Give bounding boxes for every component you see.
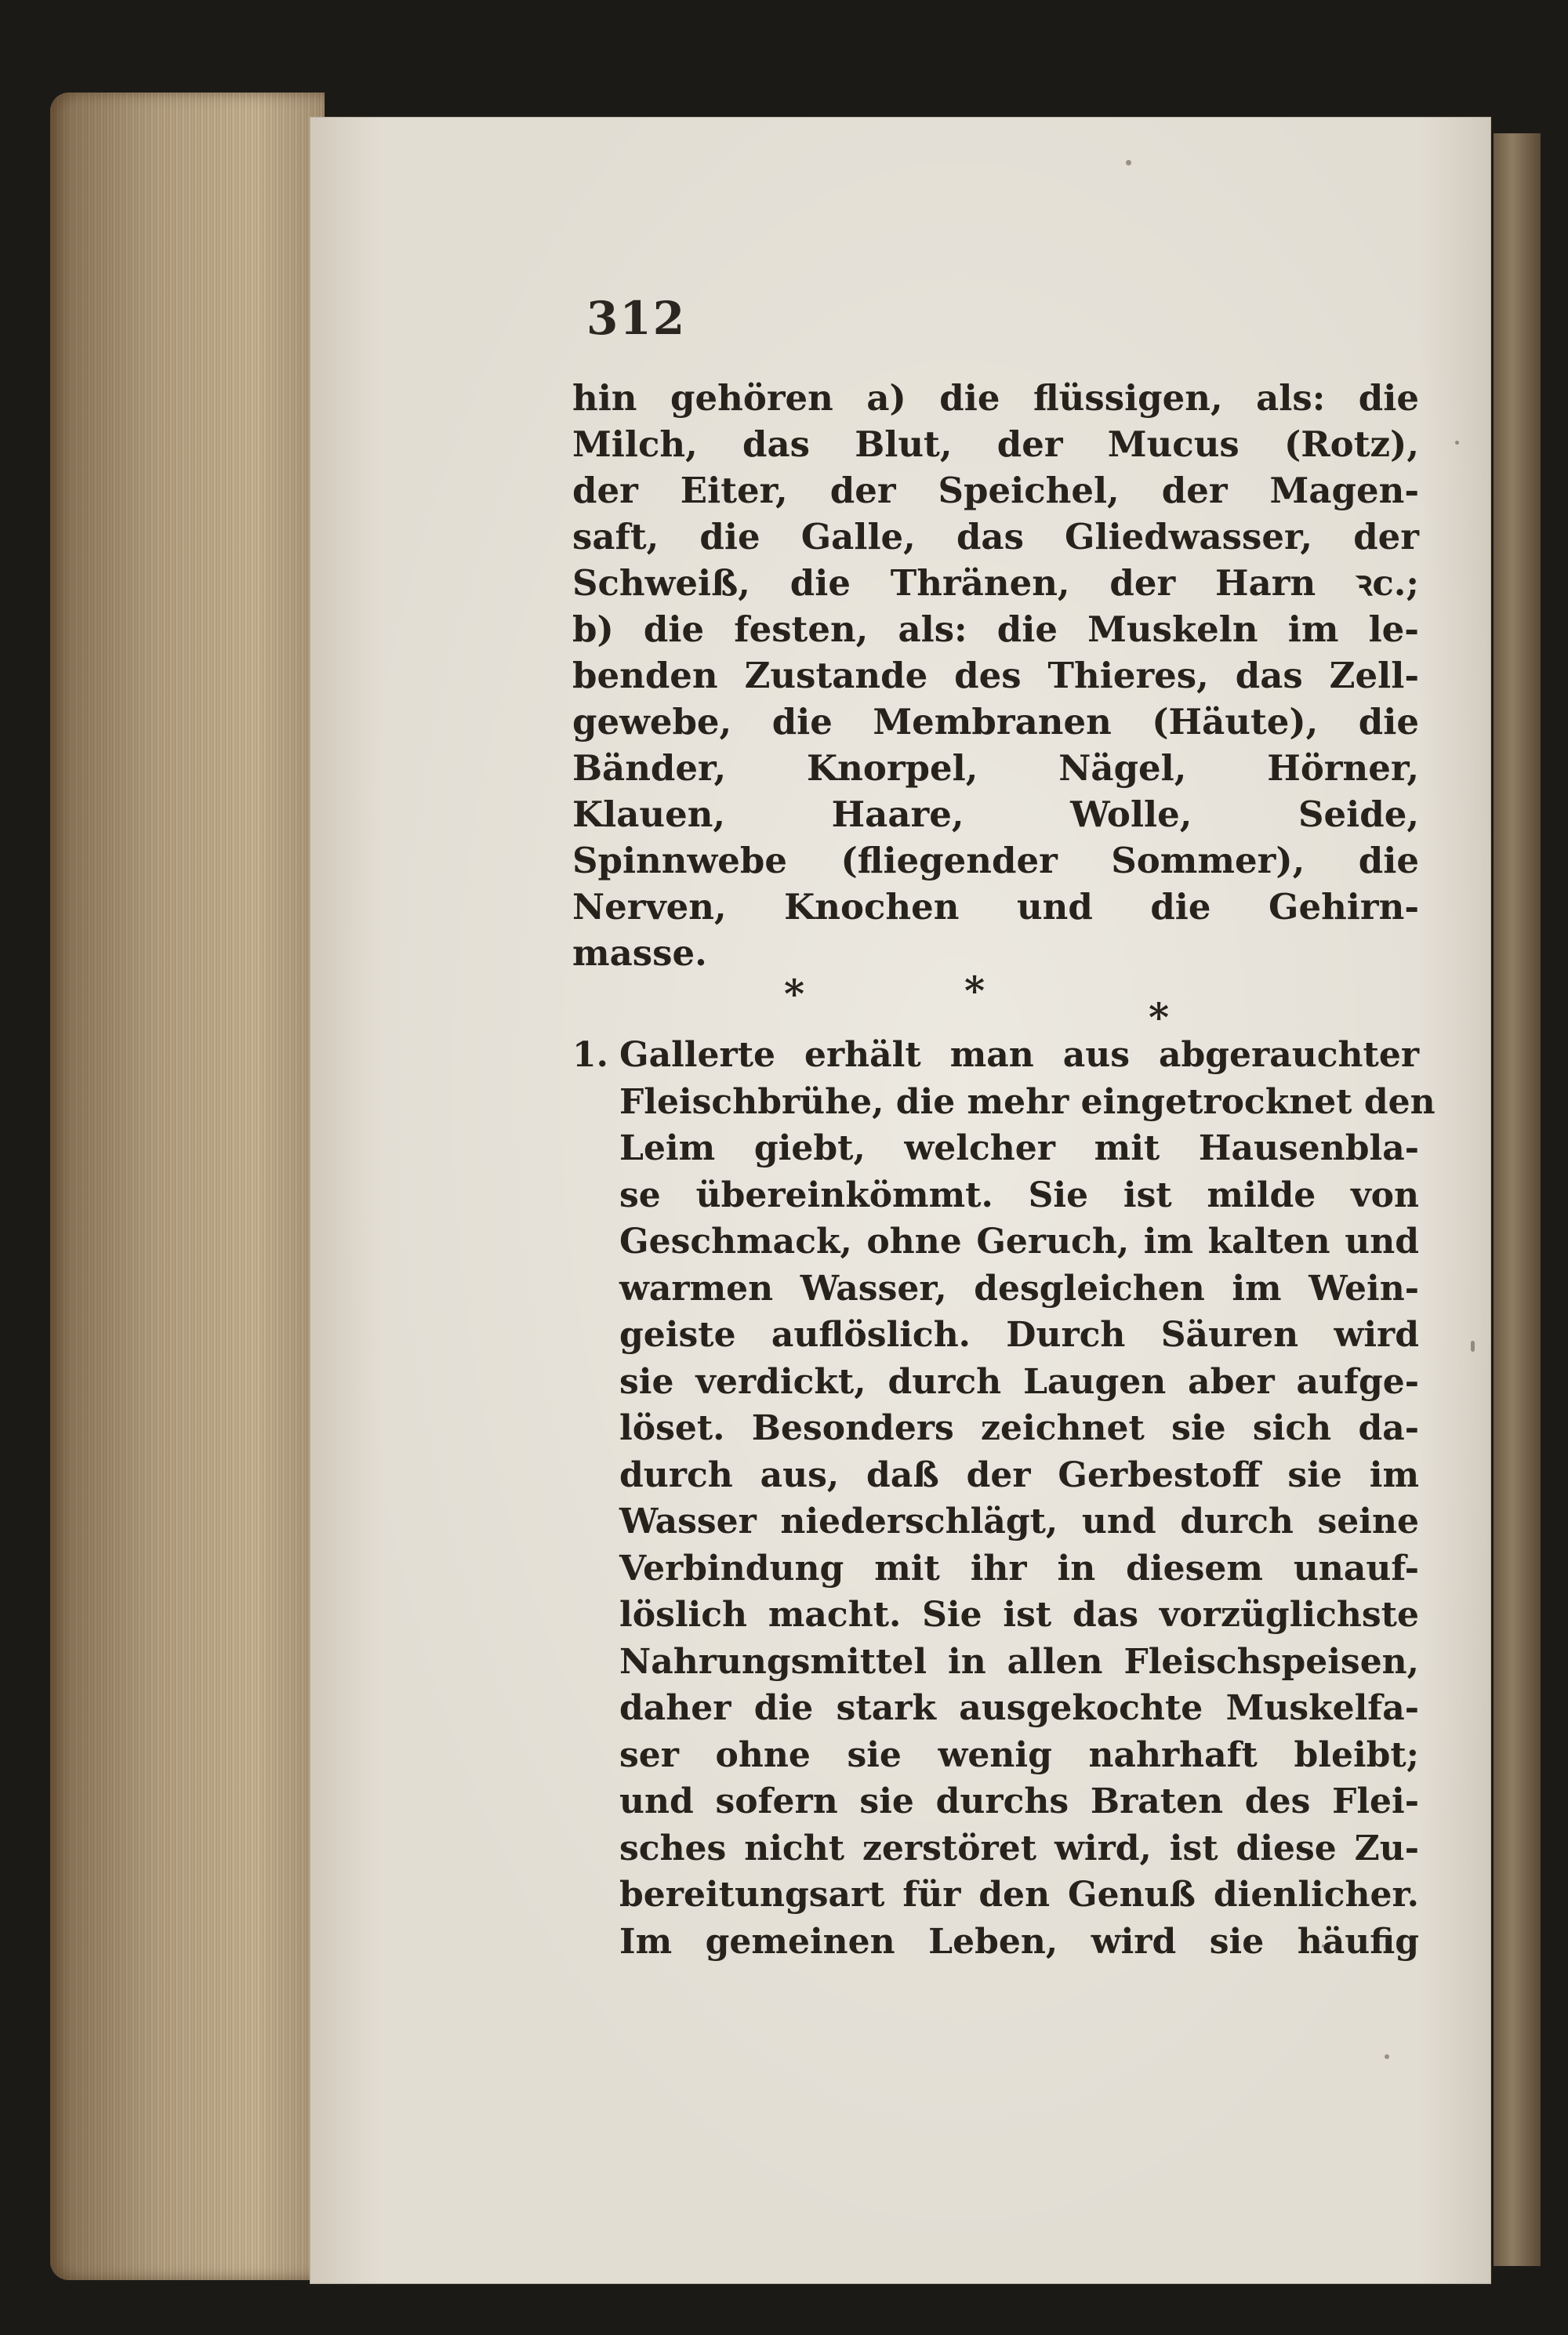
text-line: ser ohne sie wenig nahrhaft bleibt; [619, 1734, 1419, 1775]
section-gallerte [572, 1032, 1436, 1965]
text-line: Fleischbrühe, die mehr eingetrocknet den [619, 1081, 1436, 1122]
text-line: sie verdickt, durch Laugen aber aufge- [619, 1361, 1419, 1402]
text-line: löset. Besonders zeichnet sie sich da- [619, 1408, 1419, 1448]
text-line: Klauen, Haare, Wolle, Seide, [572, 793, 1419, 835]
section-number: 1. [572, 1035, 608, 1075]
text-line: daher die stark ausgekochte Muskelfa- [619, 1688, 1419, 1728]
facing-page-edge [1494, 133, 1541, 2266]
text-line: Wasser niederschlägt, und durch seine [619, 1502, 1419, 1542]
text-line: Bänder, Knorpel, Nägel, Hörner, [572, 747, 1419, 789]
text-line: Milch, das Blut, der Mucus (Rotz), [572, 423, 1419, 465]
asterisk: * [1149, 994, 1170, 1040]
text-line: Spinnwebe (fliegender Sommer), die [572, 840, 1419, 881]
text-line: Verbindung mit ihr in diesem unauf- [619, 1548, 1419, 1589]
text-line: geiste auflöslich. Durch Säuren wird [619, 1315, 1419, 1355]
text-line: Gallerte erhält man aus abgerauchter [619, 1035, 1419, 1075]
text-line: durch aus, daß der Gerbestoff sie im [619, 1454, 1419, 1495]
text-line: Nerven, Knochen und die Gehirn- [572, 886, 1419, 928]
asterisk: * [784, 971, 805, 1017]
text-line: warmen Wasser, desgleichen im Wein- [619, 1268, 1419, 1309]
intro-paragraph [572, 375, 1419, 976]
text-line: b) die festen, als: die Muskeln im le- [572, 608, 1419, 650]
text-line: Nahrungsmittel in allen Fleischspeisen, [619, 1641, 1419, 1682]
text-line: saft, die Galle, das Gliedwasser, der [572, 516, 1419, 557]
text-line: löslich macht. Sie ist das vorzüglichste [619, 1595, 1419, 1635]
text-line: Im gemeinen Leben, wird sie häufig [619, 1921, 1419, 1962]
text-line: der Eiter, der Speichel, der Magen- [572, 470, 1419, 511]
book-edge-shadow [50, 93, 325, 2280]
text-line: hin gehören a) die flüssigen, als: die [572, 377, 1419, 419]
text-line: bereitungsart für den Genuß dienlicher. [619, 1875, 1419, 1915]
text-line: sches nicht zerstöret wird, ist diese Zu- [619, 1828, 1419, 1868]
text-line: und sofern sie durchs Braten des Flei- [619, 1781, 1419, 1821]
text-line: Leim giebt, welcher mit Hausenbla- [619, 1128, 1419, 1168]
text-line: gewebe, die Membranen (Häute), die [572, 701, 1419, 743]
text-line: Geschmack, ohne Geruch, im kalten und [619, 1222, 1419, 1262]
text-line: masse. [572, 932, 707, 974]
asterisk: * [964, 968, 985, 1014]
text-line: Schweiß, die Thränen, der Harn ꝛc.; [572, 562, 1419, 604]
text-line: se übereinkömmt. Sie ist milde von [619, 1175, 1419, 1215]
text-line: benden Zustande des Thieres, das Zell- [572, 655, 1419, 696]
section-separator [784, 968, 1192, 1040]
page-number: 312 [586, 292, 687, 345]
